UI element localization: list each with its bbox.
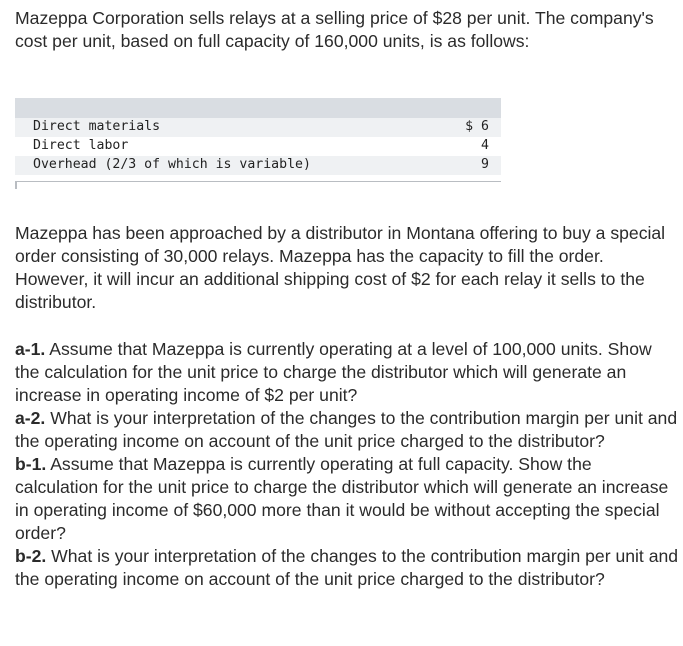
question-text: Assume that Mazeppa is currently operating at a level of 100,000 units. Show the calculation for the unit price to charge the distributor which will generate an increase in operating income of $2 per unit? — [15, 339, 652, 405]
table-row — [15, 156, 501, 175]
question-text: Assume that Mazeppa is currently operating at full capacity. Show the calculation for the unit price to charge the distributor which will generate an increase in operating income of $60,000 more than it would be without accepting the special order? — [15, 454, 669, 543]
question-label: a-2. — [15, 408, 46, 428]
table-row — [15, 118, 501, 137]
table-bottom-tick — [15, 181, 17, 189]
row-amount: $ 6 — [465, 119, 489, 134]
question-label: b-2. — [15, 546, 47, 566]
question-text: What is your interpretation of the changes to the contribution margin per unit and the operating income on account of the unit price charged to the distributor? — [15, 408, 678, 451]
row-amount: 9 — [481, 157, 489, 172]
table-bottom-border — [15, 181, 501, 182]
question-label: b-1. — [15, 454, 47, 474]
table-row — [15, 137, 501, 156]
intro-paragraph: Mazeppa Corporation sells relays at a selling price of $28 per unit. The company's cost per unit, based on full capacity of 160,000 units, is as follows: — [15, 8, 654, 51]
offer-paragraph: Mazeppa has been approached by a distributor in Montana offering to buy a special order consisting of 30,000 relays. Mazeppa has the capacity to fill the order. However, it will incur an additional shipping cost of $2 for each relay it sells to the distributor. — [15, 223, 666, 312]
row-label: Direct materials — [33, 119, 161, 134]
question-a2 — [15, 407, 679, 453]
questions-list — [15, 338, 679, 591]
question-b2 — [15, 545, 679, 591]
row-label: Direct labor — [33, 138, 129, 153]
cost-table — [15, 98, 501, 191]
question-text: What is your interpretation of the changes to the contribution margin per unit and the operating income on account of the unit price charged to the distributor? — [15, 546, 679, 589]
row-amount: 4 — [481, 138, 489, 153]
question-label: a-1. — [15, 339, 46, 359]
question-b1 — [15, 453, 679, 545]
table-header — [15, 98, 501, 118]
row-label: Overhead (2/3 of which is variable) — [33, 157, 311, 172]
question-a1 — [15, 338, 679, 407]
